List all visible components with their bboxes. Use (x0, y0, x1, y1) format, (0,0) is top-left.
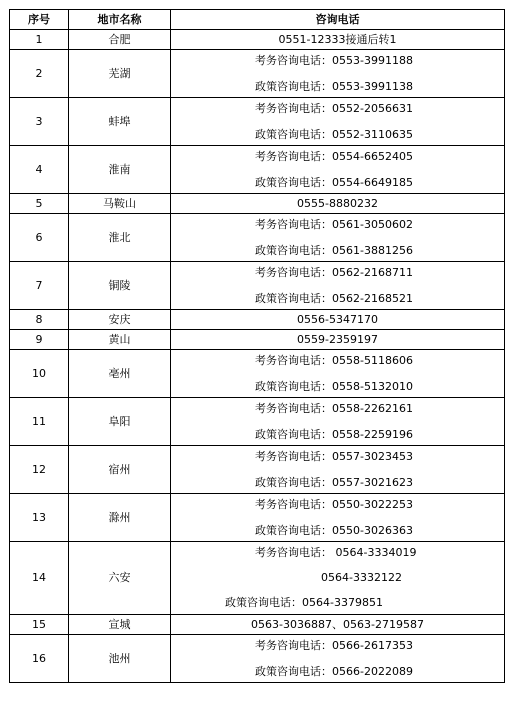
phone-line: 政策咨询电话：0561-3881256 (255, 243, 413, 257)
table-row (10, 330, 505, 350)
line-gap (171, 560, 504, 571)
table-row (10, 50, 505, 98)
header-city: 地市名称 (69, 10, 171, 30)
city-name: 合肥 (69, 30, 171, 50)
phone-line: 考务咨询电话： 0564-3334019 (255, 546, 417, 559)
phone-cell (171, 615, 505, 635)
row-number: 3 (10, 98, 69, 146)
line-gap (171, 416, 504, 428)
phone-cell (171, 214, 505, 262)
city-name: 淮北 (69, 214, 171, 262)
table-row (10, 615, 505, 635)
city-name: 滁州 (69, 494, 171, 542)
phone-cell (171, 262, 505, 310)
phone-line: 政策咨询电话：0550-3026363 (255, 523, 413, 537)
row-number: 13 (10, 494, 69, 542)
line-gap (171, 68, 504, 80)
phone-cell (171, 446, 505, 494)
line-gap (171, 116, 504, 128)
line-gap (171, 280, 504, 292)
table-row (10, 398, 505, 446)
header-row (10, 10, 505, 30)
line-gap (171, 585, 504, 596)
city-name: 马鞍山 (69, 194, 171, 214)
phone-line: 考务咨询电话：0554-6652405 (255, 149, 413, 163)
row-number: 8 (10, 310, 69, 330)
line-gap (171, 653, 504, 665)
phone-line: 政策咨询电话：0554-6649185 (255, 175, 413, 189)
city-name: 宣城 (69, 615, 171, 635)
phone-line: 考务咨询电话：0558-2262161 (255, 401, 413, 415)
phone-line: 政策咨询电话：0552-3110635 (255, 127, 413, 141)
phone-line: 考务咨询电话：0550-3022253 (255, 497, 413, 511)
phone-line: 政策咨询电话：0553-3991138 (255, 79, 413, 93)
city-name: 铜陵 (69, 262, 171, 310)
row-number: 14 (10, 542, 69, 615)
table-row (10, 350, 505, 398)
row-number: 12 (10, 446, 69, 494)
phone-line: 考务咨询电话：0552-2056631 (255, 101, 413, 115)
table-row (10, 146, 505, 194)
line-gap (171, 232, 504, 244)
phone-cell (171, 310, 505, 330)
table-row (10, 542, 505, 615)
city-name: 宿州 (69, 446, 171, 494)
city-name: 池州 (69, 635, 171, 683)
table-row (10, 494, 505, 542)
phone-line: 0559-2359197 (297, 332, 378, 346)
table-row (10, 194, 505, 214)
city-name: 黄山 (69, 330, 171, 350)
row-number: 1 (10, 30, 69, 50)
phone-cell (171, 30, 505, 50)
phone-line: 政策咨询电话：0558-5132010 (255, 379, 413, 393)
phone-line: 政策咨询电话：0557-3021623 (255, 475, 413, 489)
phone-cell (171, 146, 505, 194)
phone-line: 政策咨询电话：0562-2168521 (255, 291, 413, 305)
contact-table (9, 9, 505, 683)
phone-line: 0551-12333接通后转1 (278, 32, 397, 46)
phone-cell (171, 398, 505, 446)
phone-cell (171, 330, 505, 350)
phone-line: 考务咨询电话：0558-5118606 (255, 353, 413, 367)
row-number: 16 (10, 635, 69, 683)
city-name: 阜阳 (69, 398, 171, 446)
phone-line: 考务咨询电话：0566-2617353 (255, 638, 413, 652)
phone-line: 政策咨询电话：0564-3379851 (225, 596, 383, 609)
city-name: 淮南 (69, 146, 171, 194)
row-number: 4 (10, 146, 69, 194)
phone-cell (171, 50, 505, 98)
phone-line: 考务咨询电话：0561-3050602 (255, 217, 413, 231)
row-number: 2 (10, 50, 69, 98)
phone-cell (171, 194, 505, 214)
city-name: 芜湖 (69, 50, 171, 98)
row-number: 10 (10, 350, 69, 398)
table-row (10, 98, 505, 146)
table-row (10, 214, 505, 262)
table-row (10, 262, 505, 310)
table-row (10, 310, 505, 330)
line-gap (171, 164, 504, 176)
line-gap (171, 368, 504, 380)
line-gap (171, 464, 504, 476)
phone-line: 0555-8880232 (297, 196, 378, 210)
phone-line: 考务咨询电话：0557-3023453 (255, 449, 413, 463)
city-name: 六安 (69, 542, 171, 615)
phone-line: 0564-3332122 (321, 571, 402, 584)
row-number: 7 (10, 262, 69, 310)
city-name: 安庆 (69, 310, 171, 330)
table-row (10, 446, 505, 494)
row-number: 15 (10, 615, 69, 635)
phone-cell (171, 635, 505, 683)
phone-cell (171, 494, 505, 542)
header-no: 序号 (10, 10, 69, 30)
table-row (10, 635, 505, 683)
line-gap (171, 512, 504, 524)
phone-cell (171, 350, 505, 398)
city-name: 蚌埠 (69, 98, 171, 146)
table-row (10, 30, 505, 50)
phone-line: 考务咨询电话：0562-2168711 (255, 265, 413, 279)
city-name: 亳州 (69, 350, 171, 398)
row-number: 9 (10, 330, 69, 350)
phone-line: 0556-5347170 (297, 312, 378, 326)
phone-line: 政策咨询电话：0566-2022089 (255, 664, 413, 678)
row-number: 5 (10, 194, 69, 214)
phone-line: 0563-3036887、0563-2719587 (251, 617, 424, 631)
header-phone: 咨询电话 (171, 10, 505, 30)
phone-line: 政策咨询电话：0558-2259196 (255, 427, 413, 441)
row-number: 6 (10, 214, 69, 262)
phone-cell (171, 98, 505, 146)
phone-cell (171, 542, 505, 615)
row-number: 11 (10, 398, 69, 446)
phone-line: 考务咨询电话：0553-3991188 (255, 53, 413, 67)
